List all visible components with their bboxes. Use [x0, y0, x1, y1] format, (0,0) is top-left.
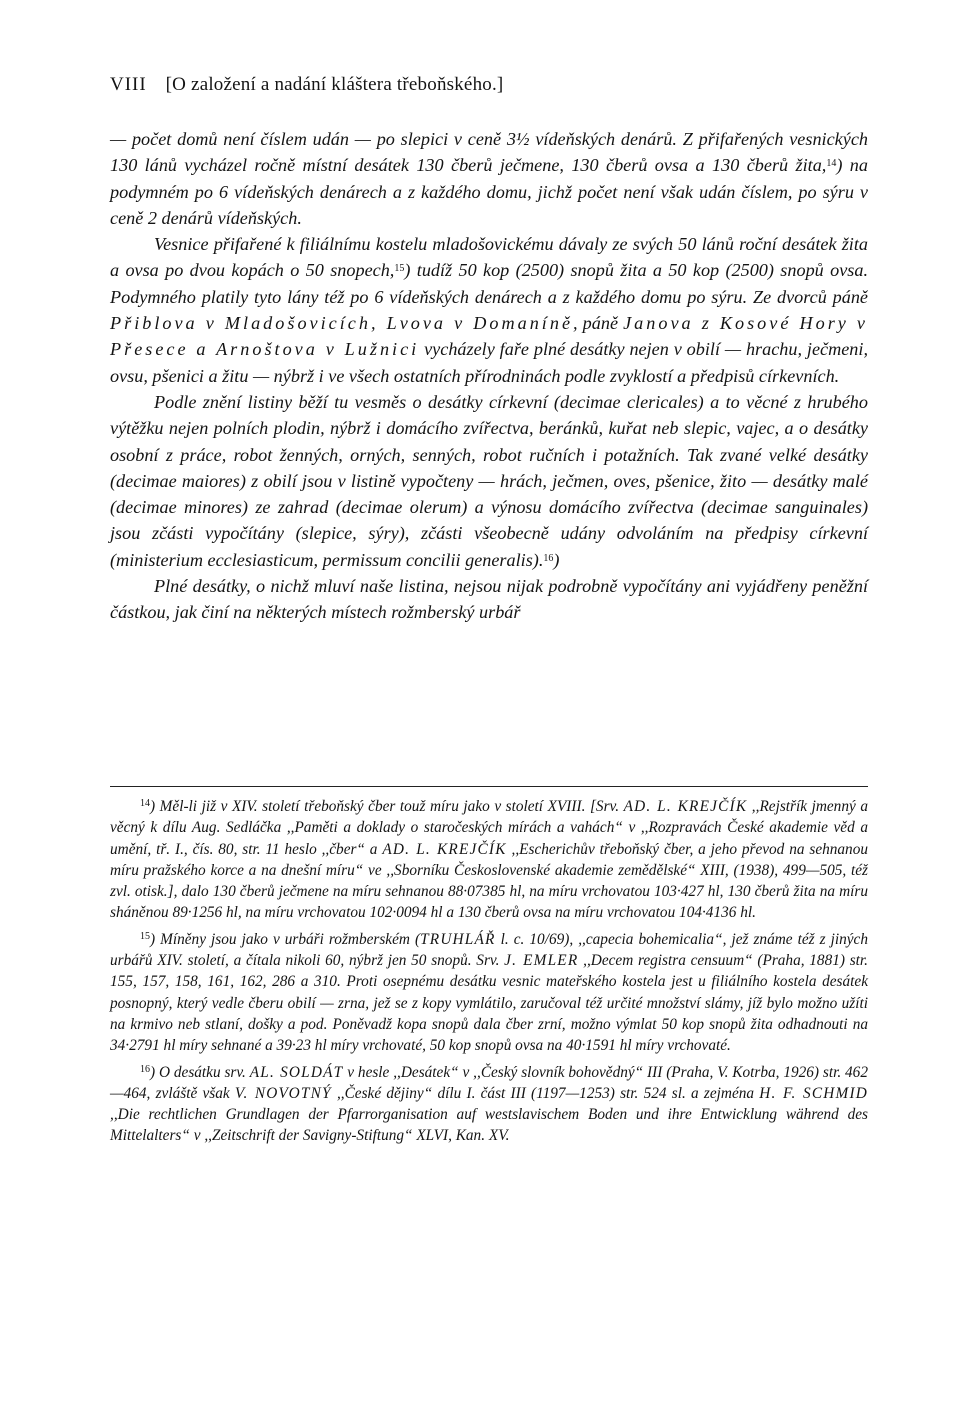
paragraph-1 [110, 126, 868, 231]
paragraph-2-text: Vesnice přifařené k filiálnímu kostelu mladošovickému dávaly ze svých 50 lánů roční desátek žita a ovsa po dvou kopách o 50 snopech, [110, 234, 868, 281]
footnote-text: ) Měl-li již v XIV. století třeboňský čber touž míru jako v století XVIII. [Srv. [150, 798, 624, 815]
footnote-author: AD. L. KREJČÍK [382, 840, 507, 858]
paragraph-1-text: — počet domů není číslem udán — po slepici v ceně 3½ vídeňských denárů. Z přifařených vesnických 130 lánů vycházel ročně místní desátek 130 čberů ječmene, 130 čberů ovsa a 130 čberů žita, [110, 129, 868, 176]
paragraph-2-text-end: vycházely faře plné desátky nejen v obilí — hrachu, ječmeni, ovsu, pšenici a žitu — nýbrž i ve všech ostatních přírodninách podle zvyklostí a předpisů církevních. [110, 339, 868, 386]
footnote-author: TRUHLÁŘ [420, 930, 496, 948]
footnote-author: AD. L. KREJČÍK [623, 798, 748, 815]
footnote-text: l. c. 10/69), ,,capecia bohemicalia“, jež známe též z jiných urbářů XIV. století, a čítala nikoli 60, nýbrž jen 50 snopů. Srv. [110, 930, 868, 970]
paragraph-1-text-continued: ) na podymném po 6 vídeňských denárech a z každého domu, jichž počet není však udán číslem, po sýru v ceně 2 denárů vídeňských. [110, 155, 868, 228]
footnote-text: v hesle ,,Desátek“ v ,,Český slovník bohovědný“ III (Praha, V. Kotrba, 1926) str. 462—464, zvláště však [110, 1063, 868, 1102]
footnote-text: ) O desátku srv. [150, 1063, 250, 1081]
footnote-ref-15[interactable]: 15 [394, 263, 405, 275]
footnote-text: ,,Die rechtlichen Grundlagen der Pfarrorganisation auf westslavischem Boden und ihre Entwicklung während des Mittelalters“ v ,,Zeitschrift der Savigny-Stiftung“ XLVI, Kan. XV. [110, 1106, 868, 1145]
footnote-author: V. NOVOTNÝ [234, 1084, 332, 1102]
footnote-author: AL. SOLDÁT [249, 1063, 344, 1081]
footnote-16 [110, 1062, 868, 1147]
footnote-text: ) Míněny jsou jako v urbáři rožmberském ( [150, 930, 421, 948]
footnote-mark: 16 [140, 1063, 150, 1075]
paragraph-3-text: Podle znění listiny běží tu vesměs o desátky církevní (decimae clericales) a to věcné z hrubého výtěžku nejen polních plodin, nýbrž i domácího zvířectva, beránků, kuřat neb slepic, vajec, a o desátky osobní z práce, robot ženných, orných, senných, robot ručních i potažních. Tak zvané velké desátky (decimae maiores) z obilí jsou v listině vypočteny — hrách, ječmen, oves, pšenice, žito — desátky malé (decimae minores) ze zahrad (decimae olerum) a výnosu domácího zvířectva (decimae sanguinales) jsou zčásti vypočítány (slepice, sýry), zčásti všeobecně udány odvoláním na předpisy církevní (ministerium ecclesiasticum, permissum concilii generalis). [110, 391, 868, 570]
footnote-ref-14[interactable]: 14 [826, 158, 837, 170]
spaced-names-2: Janova z Kosové Hory v Přesece a Arnoštova v Lužnici [110, 313, 868, 360]
footnote-text: ,,Rejstřík jmenný a věcný k dílu Aug. Sedláčka ,,Paměti a doklady o staročeských mírách a vahách“ v ,,Rozpravách České akademie věd a umění, tř. I., čís. 80, str. 11 heslo ,,čber“ a [110, 798, 868, 858]
paragraph-2 [110, 231, 868, 389]
footnote-ref-16[interactable]: 16 [543, 552, 554, 564]
page-number: VIII [110, 74, 147, 95]
running-header [110, 74, 870, 96]
main-text [110, 126, 868, 626]
paragraph-2-connector: , páně [573, 313, 624, 334]
paragraph-3-text-end: ) [553, 549, 560, 570]
footnote-separator [110, 786, 868, 787]
footnotes [110, 796, 868, 1152]
footnote-author: H. F. SCHMID [759, 1084, 868, 1102]
footnote-mark: 14 [140, 798, 150, 809]
running-title: [O založení a nadání kláštera třeboňského.] [165, 74, 504, 95]
paragraph-4 [110, 573, 868, 626]
footnote-text: ,,Decem registra censuum“ (Praha, 1881) str. 155, 157, 158, 161, 162, 286 a 310. Proti osepnému desátku vesnic mateřského kostela jest u filiálního kostela desátek posnopný, který vedle čberu obilí — zrna, jež se z kopy vymlátilo, zaručoval též určité množství slámy, jíž bylo možno užíti na krmivo neb stlaní, došky a pod. Poněvadž kopa snopů dala čber zrní, možno výmlat 50 kop snopů žita odhadnouti na 34·2791 hl míry sehnané a 39·23 hl míry vrchovaté, 50 kop snopů ovsa na 40·1591 hl míry vrchovaté. [110, 952, 868, 1055]
paragraph-3 [110, 389, 868, 573]
footnote-mark: 15 [140, 930, 150, 942]
spaced-names-1: Přiblova v Mladošovicích, Lvova v Domaníně [110, 313, 574, 334]
footnote-14 [110, 796, 868, 924]
footnote-author: J. EMLER [504, 952, 579, 970]
footnote-text: ,,České dějiny“ dílu I. část III (1197—1253) str. 524 sl. a zejména [331, 1084, 760, 1102]
paragraph-2-text-continued: ) tudíž 50 kop (2500) snopů žita a 50 kop (2500) snopů ovsa. Podymného platily tyto lány též po 6 vídeňských denárech a z každého domu po sýru. Ze dvorců páně [110, 260, 868, 307]
footnote-text: ,,Escherichův třeboňský čber, a jeho převod na sehnanou míru pražského korce a na dnešní míru“ ve ,,Sborníku Československé akademie zemědělské“ XIII, (1938), 499—505, též zvl. otisk.], dalo 130 čberů ječmene na míru sehnanou 88·07385 hl, na míru vrchovatou 103·427 hl, 130 čberů žita na míru sháněnou 89·1256 hl, na míru vrchovatou 102·0094 hl a 130 čberů ovsa na míru vrchovatou 104·4136 hl. [110, 840, 869, 922]
paragraph-4-text: Plné desátky, o nichž mluví naše listina, nejsou nijak podrobně vypočítány ani vyjádřeny peněžní částkou, jak činí na některých místech rožmberský urbář [110, 576, 868, 623]
footnote-15 [110, 929, 868, 1057]
